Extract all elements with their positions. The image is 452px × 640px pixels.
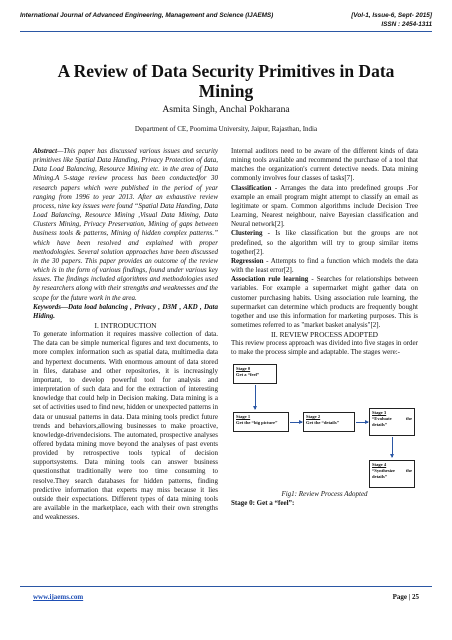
stage-3-box: [369, 408, 415, 436]
left-column: [33, 147, 218, 522]
arrow-stage3-to-stage4: [392, 437, 393, 457]
volume-info: [Vol-1, Issue-6, Sept- 2015]: [351, 12, 432, 19]
journal-website-link[interactable]: www.ijaems.com: [33, 593, 84, 601]
clustering-label: Clustering: [231, 229, 263, 238]
classification-paragraph: [231, 184, 418, 230]
association-text: - Searches for relationships between variables. For example a supermarket might gather data on customer purchasing habits. Using association rule learning, the supermarket can determine which products are frequently bought together and use this information for marketing purposes. This is sometimes referred to as "market basket analysis"[2].: [231, 275, 419, 329]
header-rule: [20, 31, 432, 32]
abstract-text: —This paper has discussed various issues and security primitives like Spatial Data Handing, Privacy Protection of data, Data Load Balancing, Resource Mining etc. in the area of Data Mining.A 5-stage review process has been conductedfor 30 research papers which were published in the period of year ranging from 1996 to year 2013. After an exhaustive review process, nine key issues were found “Spatial Data Handing, Data Load Balancing, Resource Mining ,Visual Data Mining, Data Clusters Mining, Privacy Preservation, Mining of gaps between business tools & patterns, Mining of hidden complex patterns.” which have been resolved and explained with proper methodologies. Several solution approaches have been discussed in the 30 papers. This paper provides an outcome of the review which is in the form of various findings, found under various key issues. The findings included algorithms and methodologies used by researchers along with their strengths and weaknesses and the scope for the future work in the area.: [33, 147, 218, 302]
clustering-text: - Is like classification but the groups are not predefined, so the algorithm will try to group similar items together[2].: [231, 229, 418, 256]
stage-4-text: “Synthesize the details”: [372, 467, 412, 479]
paper-title: A Review of Data Security Primitives in Data Mining: [57, 61, 395, 101]
regression-label: Regression: [231, 256, 264, 265]
arrow-stage2-to-stage3: [356, 422, 368, 423]
regression-text: - Attempts to find a function which models the data with the least error[2].: [231, 256, 418, 275]
stage-0-heading: Stage 0: Get a “feel”:: [231, 498, 295, 507]
clustering-paragraph: [231, 229, 418, 256]
footer-rule: [20, 586, 432, 587]
paper-affiliation: Department of CE, Poornima University, Jaipur, Rajasthan, India: [134, 125, 318, 133]
stage-2-box: [303, 412, 355, 432]
stage-2-text: Get the “details”: [306, 419, 339, 425]
stage-0-title: Stage 0: [236, 365, 251, 371]
classification-text: - Arranges the data into predefined groups .For example an email program might attempt to classify an email as legitimate or spam. Common algorithms include Decision Tree Learning, Nearest neighbour, naive Bayesian classification and Neural network[2].: [231, 183, 418, 229]
regression-paragraph: [231, 257, 418, 275]
stage-0-box: [233, 364, 277, 384]
association-paragraph: [231, 275, 418, 330]
stage-4-box: [369, 460, 415, 488]
stage-3-text: “Evaluate the details”: [372, 415, 412, 427]
journal-name: International Journal of Advanced Engineering, Management and Science (IJAEMS): [20, 12, 274, 19]
arrow-stage1-to-stage2: [290, 422, 302, 423]
figure-caption: Fig1: Review Process Adopted: [281, 489, 368, 498]
section-heading-introduction: I. INTRODUCTION: [94, 320, 157, 330]
classification-label: Classification: [231, 183, 272, 192]
right-column: [231, 147, 418, 508]
introduction-paragraph: To generate information it requires massive collection of data. The data can be simple numerical figures and text documents, to more complex information such as spatial data, multimedia data and hypertext documents. With enormous amount of data stored in files, database and other repositories, it is increasingly important, to develop powerful tool for analysis and interpretation of such data and for the extraction of interesting knowledge that could help in Decision making. Data mining is a set of activities used to find new, hidden or unexpected patterns in data or unusual patterns in data. Data mining tools predict future trends and behaviors,allowing businesses to make proactive, knowledge-drivendecisions. The automated, prospective analyses offered bydata mining move beyond the analyses of past events provided by retrospective tools typical of decision supportsystems. Data mining tools can answer business questionsthat traditionally were too time consuming to resolve.They search databases for hidden patterns, finding predictive information that experts may miss because it lies outside their expectations. Different types of data mining tools are available in the marketplace, each with their own strengths and weaknesses.: [33, 330, 218, 522]
stage-1-box: [233, 412, 289, 432]
stage-4-title: Stage 4: [372, 461, 387, 467]
stage-1-title: Stage 1: [236, 413, 251, 419]
page-number: Page | 25: [392, 593, 419, 601]
keywords: Keywords—Data load balancing , Privacy , D3M , AKD , Data Hiding.: [33, 302, 218, 320]
arrow-stage0-to-stage1: [255, 385, 256, 409]
review-process-figure: [231, 362, 418, 490]
issn: ISSN : 2454-1311: [381, 21, 432, 28]
association-label: Association rule learning: [231, 275, 309, 284]
stage-0-text: Get a “feel”: [236, 371, 260, 377]
paper-authors: Asmita Singh, Anchal Pokharana: [162, 104, 290, 115]
tasks-paragraph: Internal auditors need to be aware of the different kinds of data mining tools available and recommend the purchase of a tool that matches the organization's current detective needs. Data mining commonly involves four classes of tasks[7].: [231, 147, 418, 183]
stage-2-title: Stage 2: [306, 413, 321, 419]
stage-3-title: Stage 3: [372, 409, 387, 415]
section-heading-review: II. REVIEW PROCESS ADOPTED: [270, 330, 379, 340]
abstract: [33, 147, 218, 303]
abstract-label: Abstract: [33, 147, 58, 155]
review-paragraph: This review process approach was divided into five stages in order to make the process simple and adaptable. The stages were:-: [231, 339, 418, 357]
stage-1-text: Get the “big picture”: [236, 419, 278, 425]
